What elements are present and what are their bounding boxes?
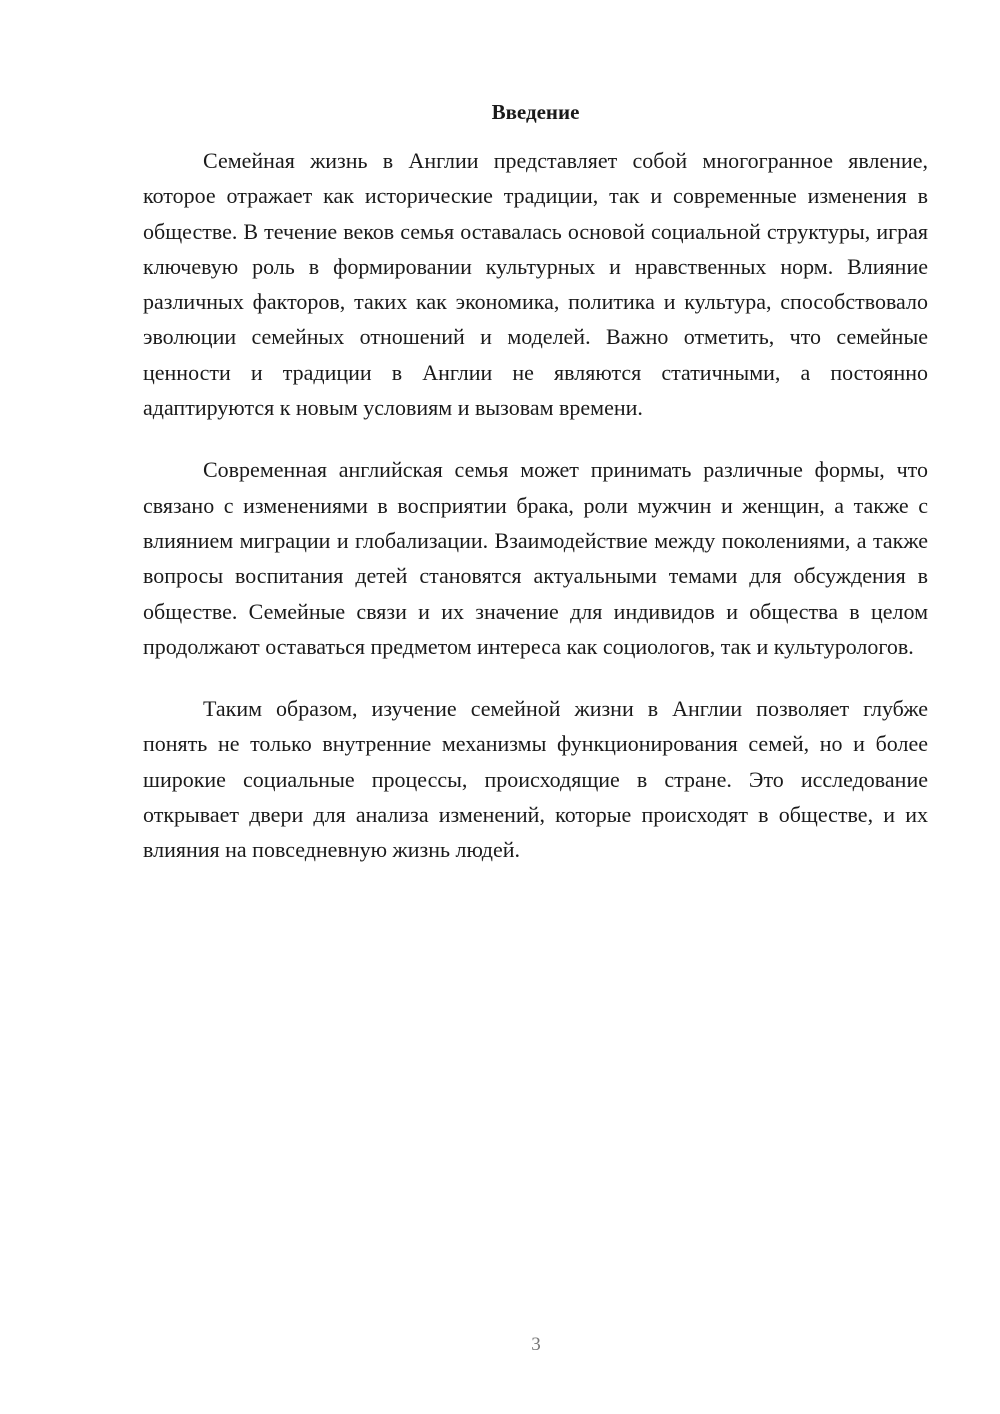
body-text: [143, 143, 928, 868]
page-number: 3: [531, 1334, 541, 1355]
page-title: Введение: [491, 100, 580, 124]
paragraph-2: Современная английская семья может принимать различные формы, что связано с изменениями в восприятии брака, роли мужчин и женщин, а также с влиянием миграции и глобализации. Взаимодействие между поколениями, а также вопросы воспитания детей становятся актуальными темами для обсуждения в обществе. Семейные связи и их значение для индивидов и общества в целом продолжают оставаться предметом интереса как социологов, так и культурологов.: [143, 457, 928, 659]
paragraph-3: Таким образом, изучение семейной жизни в Англии позволяет глубже понять не только внутренние механизмы функционирования семей, но и более широкие социальные процессы, происходящие в стране. Это исследование открывает двери для анализа изменений, которые происходят в обществе, и их влияния на повседневную жизнь людей.: [143, 696, 928, 863]
paragraph-1: Семейная жизнь в Англии представляет собой многогранное явление, которое отражает как исторические традиции, так и современные изменения в обществе. В течение веков семья оставалась основой социальной структуры, играя ключевую роль в формировании культурных и нравственных норм. Влияние различных факторов, таких как экономика, политика и культура, способствовало эволюции семейных отношений и моделей. Важно отметить, что семейные ценности и традиции в Англии не являются статичными, а постоянно адаптируются к новым условиям и вызовам времени.: [143, 148, 928, 421]
